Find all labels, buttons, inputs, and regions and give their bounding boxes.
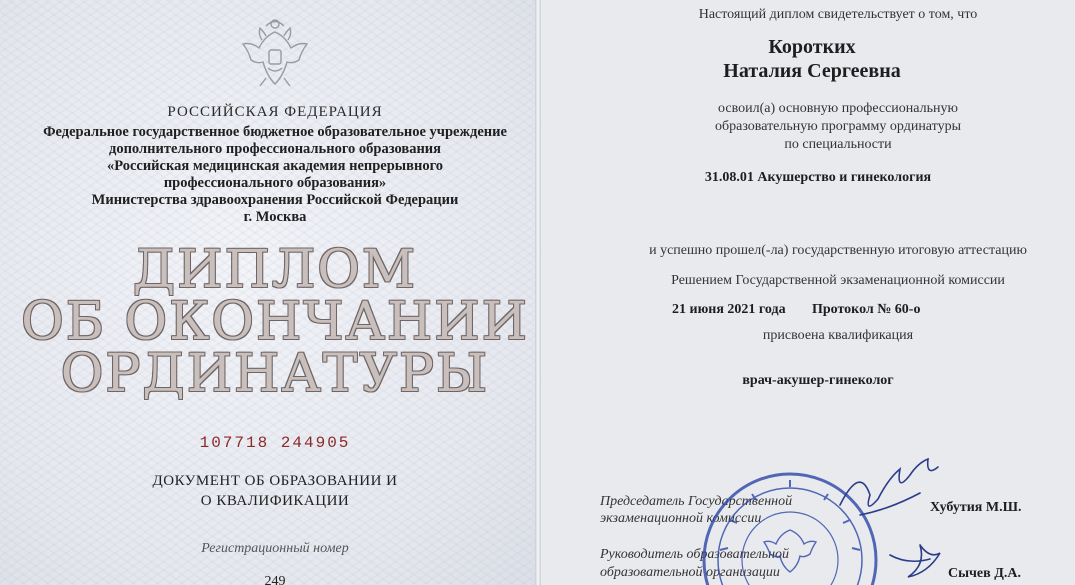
institution-line: дополнительного профессионального образования <box>108 141 442 157</box>
graduate-given-names: Наталия Сергеевна <box>723 60 901 82</box>
diploma-title-line: ОРДИНАТУРЫ <box>60 344 490 404</box>
program-line: освоил(а) основную профессиональную <box>718 101 958 116</box>
signatory-role: Руководитель образовательной <box>600 547 790 562</box>
qualification: врач-акушер-гинеколог <box>742 373 894 388</box>
program-line: по специальности <box>784 137 892 152</box>
document-type-line: О КВАЛИФИКАЦИИ <box>200 493 350 509</box>
registration-value: 249 <box>264 574 286 585</box>
handwritten-signature-icon <box>830 455 980 585</box>
protocol-number: Протокол № 60-о <box>812 302 921 317</box>
document-type-line: ДОКУМЕНТ ОБ ОБРАЗОВАНИИ И <box>152 473 398 489</box>
institution-line: Министерства здравоохранения Российской Федерации <box>91 192 459 208</box>
institution-line: Федеральное государственное бюджетное образовательное учреждение <box>43 124 507 140</box>
decision-date: 21 июня 2021 года <box>672 302 786 317</box>
qualification-label: присвоена квалификация <box>762 328 914 343</box>
registration-label: Регистрационный номер <box>201 541 349 556</box>
signatory-role: Председатель Государственной <box>600 494 793 509</box>
institution-line: профессионального образования» <box>163 175 387 191</box>
intro-text: Настоящий диплом свидетельствует о том, что <box>698 7 978 22</box>
signatory-name: Сычев Д.А. <box>948 566 1021 581</box>
country-heading: РОССИЙСКАЯ ФЕДЕРАЦИЯ <box>167 104 383 120</box>
graduate-surname: Коротких <box>768 36 856 58</box>
specialty: 31.08.01 Акушерство и гинекология <box>704 170 932 185</box>
attestation-text: и успешно прошел(-ла) государственную итоговую аттестацию <box>649 243 1027 258</box>
signatory-role: экзаменационной комиссии <box>600 511 762 526</box>
commission-text: Решением Государственной экзаменационной комиссии <box>671 273 1005 288</box>
diploma-title-line: ОБ ОКОНЧАНИИ <box>21 292 529 352</box>
institution-line: г. Москва <box>243 209 307 225</box>
program-line: образовательную программу ординатуры <box>715 119 961 134</box>
serial-number: 107718 244905 <box>199 434 351 452</box>
signatory-name: Хубутия М.Ш. <box>930 500 1022 515</box>
institution-line: «Российская медицинская академия непрерывного <box>106 158 444 174</box>
diploma-title-line: ДИПЛОМ <box>132 240 418 300</box>
signatory-role: образовательной организации <box>600 565 780 580</box>
